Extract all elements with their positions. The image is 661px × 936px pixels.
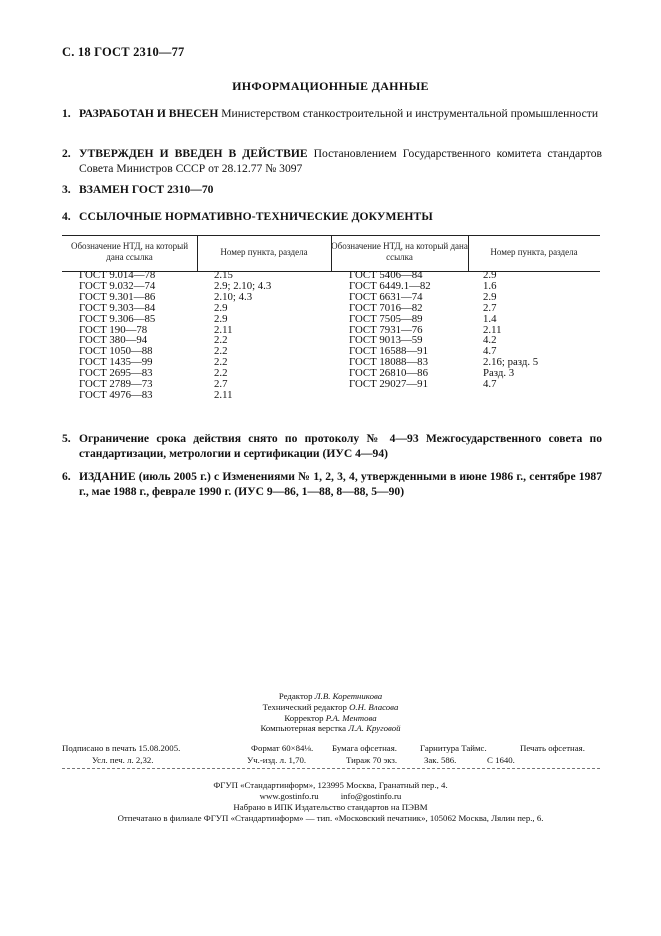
table-cell-point: 2.11 xyxy=(483,323,502,336)
table-cell-doc: ГОСТ 26810—86 xyxy=(349,367,428,380)
table-cell-point: 2.9; 2.10; 4.3 xyxy=(214,279,272,292)
table-cell-doc: ГОСТ 6449.1—82 xyxy=(349,279,431,292)
info-item-2 xyxy=(62,147,602,176)
item-lead: РАЗРАБОТАН И ВНЕСЕН xyxy=(79,107,219,120)
table-cell-doc: ГОСТ 9.306—85 xyxy=(79,312,156,325)
table-cell-point: 2.9 xyxy=(214,301,228,314)
table-cell-point: Разд. 3 xyxy=(483,367,515,380)
print-code: С 1640. xyxy=(487,755,515,765)
table-cell-doc: ГОСТ 7931—76 xyxy=(349,323,423,336)
table-cell-point: 2.9 xyxy=(483,290,497,303)
staff-credits xyxy=(0,691,661,734)
table-cell-point: 1.4 xyxy=(483,312,497,325)
table-cell-doc: ГОСТ 2695—83 xyxy=(79,367,153,380)
page-header: С. 18 ГОСТ 2310—77 xyxy=(62,45,185,59)
print-info xyxy=(62,742,600,766)
table-cell-doc: ГОСТ 9.301—86 xyxy=(79,290,156,303)
print-paper: Бумага офсетная. xyxy=(332,743,397,753)
item-text: Министерством станкостроительной и инструментальной промышленности xyxy=(218,107,599,120)
table-cell-doc: ГОСТ 16588—91 xyxy=(349,345,428,358)
header-ntd-right: Обозначение НТД, на который дана ссылка xyxy=(331,241,468,262)
table-cell-doc: ГОСТ 2789—73 xyxy=(79,378,153,391)
section-title: ИНФОРМАЦИОННЫЕ ДАННЫЕ xyxy=(232,79,429,93)
table-cell-point: 4.7 xyxy=(483,345,497,358)
table-cell-doc: ГОСТ 9013—59 xyxy=(349,334,423,347)
table-cell-doc: ГОСТ 29027—91 xyxy=(349,378,428,391)
table-cell-point: 2.9 xyxy=(483,269,497,281)
right-docs-column xyxy=(349,270,431,390)
publisher-typeset: Набрано в ИПК Издательство стандартов на ПЭВМ xyxy=(233,802,428,812)
item-number: 1. xyxy=(62,107,71,120)
separator-line xyxy=(62,768,600,769)
table-cell-point: 2.15 xyxy=(214,269,233,281)
table-cell-doc: ГОСТ 1435—99 xyxy=(79,356,153,369)
publisher-address: ФГУП «Стандартинформ», 123995 Москва, Гранатный пер., 4. xyxy=(213,780,448,790)
table-cell-point: 2.7 xyxy=(483,301,497,314)
table-cell-doc: ГОСТ 9.014—78 xyxy=(79,269,156,281)
table-cell-doc: ГОСТ 7505—89 xyxy=(349,312,423,325)
print-format: Формат 60×84⅛. xyxy=(251,743,314,753)
table-cell-point: 2.10; 4.3 xyxy=(214,290,253,303)
table-cell-doc: ГОСТ 4976—83 xyxy=(79,388,153,401)
right-points-column xyxy=(483,270,538,390)
print-signed: Подписано в печать 15.08.2005. xyxy=(62,743,181,753)
table-cell-point: 2.2 xyxy=(214,356,228,369)
header-point-right: Номер пункта, раздела xyxy=(490,247,578,257)
info-item-4 xyxy=(62,210,602,225)
item-number: 3. xyxy=(62,183,71,196)
table-cell-doc: ГОСТ 18088—83 xyxy=(349,356,428,369)
table-cell-point: 2.2 xyxy=(214,334,228,347)
print-uch: Уч.-изд. л. 1,70. xyxy=(247,755,307,765)
table-cell-point: 2.2 xyxy=(214,367,228,380)
info-item-1 xyxy=(62,107,602,122)
item-text: Постановлением Государственного комитета стандартов Совета Министров СССР от 28.12.77 № 3097 xyxy=(79,147,602,175)
info-item-3 xyxy=(62,183,602,198)
print-font: Гарнитура Таймс. xyxy=(420,743,487,753)
item-text: Ограничение срока действия снято по протоколу № 4—93 Межгосударственного совета по стандартизации, метрологии и сертификации (ИУС 4—94) xyxy=(79,432,602,460)
table-cell-point: 2.7 xyxy=(214,378,228,391)
credit-tech-editor: Технический редактор О.Н. Власова xyxy=(262,701,399,712)
table-cell-doc: ГОСТ 5406—84 xyxy=(349,269,423,281)
item-text: ИЗДАНИЕ (июль 2005 г.) с Изменениями № 1, 2, 3, 4, утвержденными в июне 1986 г., сентябре 1987 г., мае 1988 г., феврале 1990 г. (ИУС 9—86, 1—88, 8—88, 5—90) xyxy=(79,470,602,498)
item-lead: ССЫЛОЧНЫЕ НОРМАТИВНО-ТЕХНИЧЕСКИЕ ДОКУМЕНТЫ xyxy=(79,210,433,223)
credit-layout: Компьютерная верстка Л.А. Круговой xyxy=(260,723,401,734)
table-cell-point: 4.7 xyxy=(483,378,497,391)
table-cell-point: 2.9 xyxy=(214,312,228,325)
table-cell-point: 2.2 xyxy=(214,345,228,358)
table-cell-doc: ГОСТ 190—78 xyxy=(79,323,148,336)
item-lead: УТВЕРЖДЕН И ВВЕДЕН В ДЕЙСТВИЕ xyxy=(79,147,308,160)
table-cell-point: 4.2 xyxy=(483,334,497,347)
table-cell-point: 2.16; разд. 5 xyxy=(483,356,539,369)
table-cell-doc: ГОСТ 380—94 xyxy=(79,334,148,347)
table-cell-doc: ГОСТ 9.303—84 xyxy=(79,301,156,314)
header-ntd-left: Обозначение НТД, на который дана ссылка xyxy=(70,241,189,262)
print-printing: Печать офсетная. xyxy=(520,743,585,753)
credit-editor: Редактор Л.В. Коретникова xyxy=(278,691,383,701)
item-number: 2. xyxy=(62,147,71,160)
table-cell-doc: ГОСТ 6631—74 xyxy=(349,290,423,303)
table-cell-doc: ГОСТ 9.032—74 xyxy=(79,279,156,292)
item-lead: ВЗАМЕН ГОСТ 2310—70 xyxy=(79,183,214,196)
table-cell-doc: ГОСТ 7016—82 xyxy=(349,301,423,314)
publisher-printed: Отпечатано в филиале ФГУП «Стандартинформ» — тип. «Московский печатник», 105062 Москва, Лялин пер., 6. xyxy=(117,813,544,823)
table-cell-point: 2.11 xyxy=(214,323,233,336)
item-number: 6. xyxy=(62,470,71,483)
item-number: 4. xyxy=(62,210,71,223)
print-usl: Усл. печ. л. 2,32. xyxy=(92,755,154,765)
left-docs-column xyxy=(79,270,155,401)
table-cell-doc: ГОСТ 1050—88 xyxy=(79,345,153,358)
print-order: Зак. 586. xyxy=(424,755,457,765)
credit-proofreader: Корректор Р.А. Ментова xyxy=(284,712,377,723)
info-item-5 xyxy=(62,432,602,461)
table-cell-point: 2.11 xyxy=(214,388,233,401)
references-table xyxy=(62,235,600,401)
info-item-6 xyxy=(62,470,602,499)
left-points-column xyxy=(214,270,271,401)
item-number: 5. xyxy=(62,432,71,445)
print-run: Тираж 70 экз. xyxy=(346,755,398,765)
table-cell-point: 1.6 xyxy=(483,279,497,292)
publisher-web: www.gostinfo.ru info@gostinfo.ru xyxy=(259,791,402,801)
publisher-info xyxy=(0,780,661,824)
header-point-left: Номер пункта, раздела xyxy=(220,247,308,257)
